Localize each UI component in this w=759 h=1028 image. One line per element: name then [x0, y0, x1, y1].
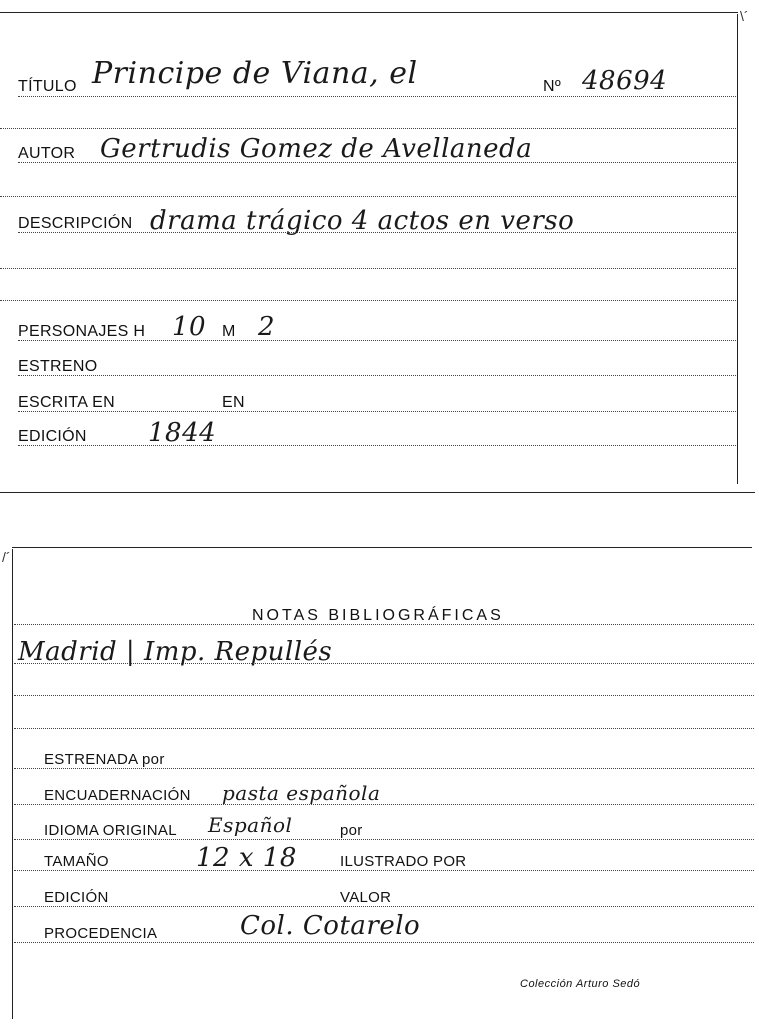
- personajes-rule: [18, 340, 736, 341]
- titulo-value: Principe de Viana, el: [92, 56, 418, 91]
- blank-rule-2: [0, 196, 736, 197]
- descripcion-value: drama trágico 4 actos en verso: [150, 206, 575, 236]
- encuadernacion-label: ENCUADERNACIÓN: [44, 787, 191, 804]
- card-bottom-edge: [0, 492, 755, 493]
- card-right-edge: [737, 14, 738, 484]
- personajes-label: PERSONAJES H: [18, 323, 146, 340]
- estrenada-por-label: por: [142, 751, 165, 768]
- estreno-label: ESTRENO: [18, 358, 98, 375]
- tamano-rule: [14, 870, 754, 871]
- estreno-rule: [18, 375, 736, 376]
- numero-value: 48694: [582, 66, 668, 96]
- por-label: por: [340, 822, 363, 839]
- edicion-rule: [18, 445, 736, 446]
- catalog-card-top: [0, 0, 759, 495]
- edicion2-rule: [14, 906, 754, 907]
- idioma-value: Español: [208, 813, 293, 837]
- blank-rule-4: [0, 300, 736, 301]
- notas-rule: [14, 624, 754, 625]
- autor-value: Gertrudis Gomez de Avellaneda: [100, 134, 533, 164]
- procedencia-value: Col. Cotarelo: [240, 911, 421, 941]
- numero-label: Nº: [543, 78, 561, 95]
- procedencia-rule: [14, 942, 754, 943]
- card2-top-edge: [12, 547, 752, 548]
- notas-title: NOTAS BIBLIOGRÁFICAS: [252, 607, 504, 624]
- en-label: EN: [222, 394, 245, 411]
- escrita-rule: [18, 411, 736, 412]
- titulo-rule: [18, 96, 736, 97]
- personajes-m-value: 2: [258, 312, 276, 342]
- personajes-m-label: M: [222, 323, 236, 340]
- autor-label: AUTOR: [18, 145, 76, 162]
- idioma-rule: [14, 839, 754, 840]
- catalog-card-bottom: [0, 545, 759, 1028]
- card-top-edge: [0, 12, 738, 13]
- autor-rule: [18, 162, 736, 163]
- blank-rule-3: [0, 268, 736, 269]
- idioma-label: IDIOMA ORIGINAL: [44, 822, 177, 839]
- procedencia-label: PROCEDENCIA: [44, 925, 158, 942]
- card2-left-edge: [12, 549, 13, 1019]
- encuadernacion-rule: [14, 804, 754, 805]
- edicion-label: EDICIÓN: [18, 428, 87, 445]
- descripcion-label: DESCRIPCIÓN: [18, 215, 133, 232]
- estrenada-label: ESTRENADA por: [44, 751, 165, 768]
- valor-label: VALOR: [340, 889, 392, 906]
- ilustrado-label: ILUSTRADO POR: [340, 853, 467, 870]
- edicion-value: 1844: [148, 418, 217, 448]
- tamano-label: TAMAÑO: [44, 853, 109, 870]
- tamano-value: 12 x 18: [196, 843, 297, 873]
- notas-rule-2: [14, 663, 754, 664]
- personajes-h-value: 10: [172, 312, 207, 342]
- notas-value: Madrid | Imp. Repullés: [18, 637, 333, 667]
- escrita-label: ESCRITA EN: [18, 394, 115, 411]
- notas-rule-4: [14, 728, 754, 729]
- titulo-label: TÍTULO: [18, 78, 77, 95]
- descripcion-rule: [18, 232, 736, 233]
- notas-rule-3: [14, 695, 754, 696]
- edicion2-label: EDICIÓN: [44, 889, 109, 906]
- corner-mark: \´: [740, 8, 749, 24]
- corner-mark-2: /´: [2, 549, 11, 565]
- estrenada-rule: [14, 768, 754, 769]
- collection-footer: Colección Arturo Sedó: [520, 978, 641, 990]
- encuadernacion-value: pasta española: [222, 781, 381, 805]
- blank-rule-1: [0, 128, 736, 129]
